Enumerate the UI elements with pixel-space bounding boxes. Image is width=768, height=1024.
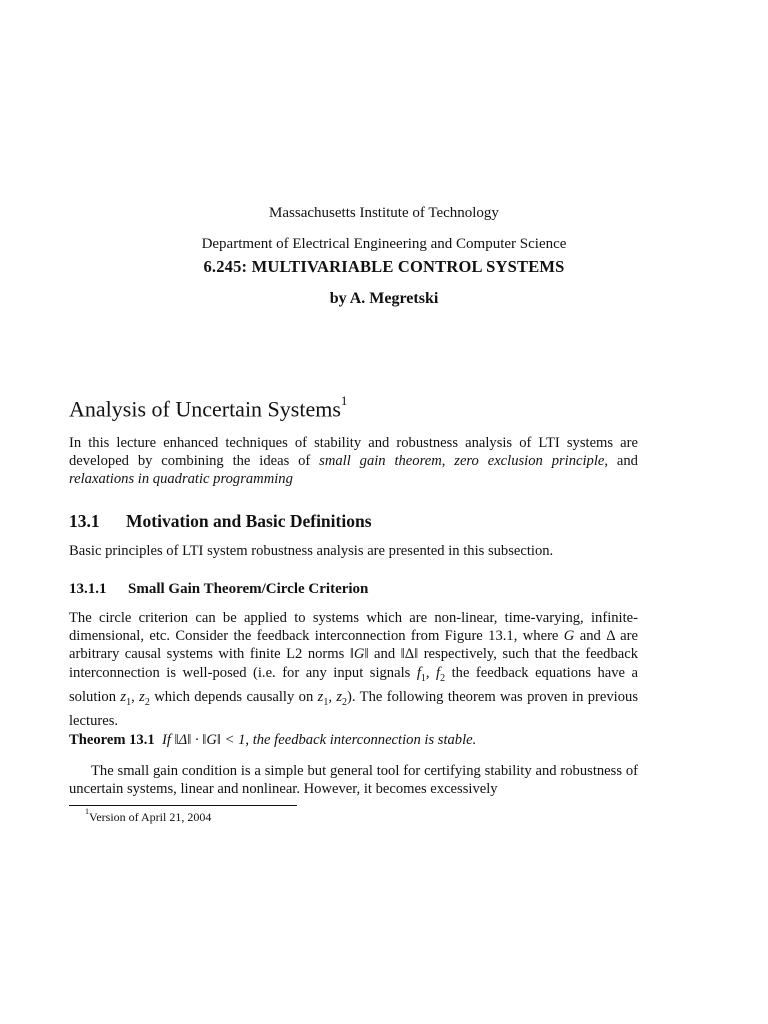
intro-term-zero-exclusion: zero exclusion principle <box>454 453 605 470</box>
circ-text-3: are arbitrary causal systems with finite L2 norms <box>69 628 639 663</box>
symbol-z2: z <box>139 688 145 705</box>
sub-z2: 2 <box>144 696 150 708</box>
sub-f2: 2 <box>440 672 446 684</box>
theorem-label: Theorem 13.1 <box>69 732 155 748</box>
norm-delta: ‖Δ‖ <box>400 646 419 663</box>
circ-comma-2: , <box>131 688 140 705</box>
lecture-title <box>69 393 348 422</box>
institution-name: Massachusetts Institute of Technology <box>269 205 499 221</box>
circ-text-1: The circle criterion can be applied to systems which are non-linear, time-varying, infinite-dimensional, etc. Consider the feedback interconnection from Figure 13.1, where <box>69 610 638 645</box>
intro-term-relaxations: relaxations in quadratic programming <box>69 471 293 488</box>
intro-paragraph <box>69 434 638 489</box>
subsection-heading <box>69 581 368 598</box>
sub-z1b: 1 <box>323 696 329 708</box>
sub-f1: 1 <box>420 672 426 684</box>
department-name: Department of Electrical Engineering and Computer Science <box>201 236 567 252</box>
subsection-number: 13.1.1 <box>69 581 107 597</box>
circ-comma-3: , <box>328 688 337 705</box>
section-number: 13.1 <box>69 511 100 531</box>
footnote-mark: 1 <box>85 807 89 816</box>
lecture-title-text: Analysis of Uncertain Systems <box>69 396 341 422</box>
symbol-z2b: z <box>336 688 343 705</box>
small-gain-paragraph: The small gain condition is a simple but general tool for certifying stability and robustness of uncertain systems, linear and nonlinear. However, it becomes excessively <box>69 763 638 798</box>
intro-text-1: In this lecture enhanced techniques of stability and robustness analysis of LTI systems are developed by combining the ideas of <box>69 435 638 470</box>
section-body: Basic principles of LTI system robustness analysis are presented in this subsection. <box>69 543 554 559</box>
footnote-text: Version of April 21, 2004 <box>89 810 212 824</box>
circ-text-2: and <box>574 628 607 645</box>
subsection-title: Small Gain Theorem/Circle Criterion <box>128 581 369 597</box>
intro-sep-1: , <box>441 453 455 470</box>
circle-criterion-paragraph <box>69 609 638 730</box>
norm-G: ‖G‖ <box>349 646 369 663</box>
title-footnote-mark: 1 <box>340 393 348 408</box>
footnote-rule <box>69 805 297 806</box>
section-title: Motivation and Basic Definitions <box>126 511 372 531</box>
circ-text-6: the feedback equations have a solution <box>69 664 639 705</box>
intro-term-small-gain: small gain theorem <box>319 453 442 470</box>
footnote <box>85 809 211 825</box>
circ-text-7: which depends causally on <box>149 688 318 705</box>
theorem-13-1 <box>69 731 638 749</box>
circ-text-4: and <box>368 646 401 663</box>
circ-text-5: respectively, such that the feedback interconnection is well-posed (i.e. for any input signals <box>69 646 638 681</box>
symbol-f1: f <box>416 664 421 681</box>
theorem-statement: If ‖Δ‖ · ‖G‖ < 1, the feedback interconnection is stable. <box>161 732 477 748</box>
symbol-z1: z <box>120 688 127 705</box>
intro-sep-2: , and <box>604 453 638 470</box>
symbol-delta: Δ <box>606 628 615 645</box>
sub-z2b: 2 <box>342 696 348 708</box>
circ-text-8: ). The following theorem was proven in previous lectures. <box>69 688 639 729</box>
section-heading <box>69 511 372 532</box>
symbol-f2: f <box>436 664 441 681</box>
sub-z1: 1 <box>126 696 132 708</box>
author-line: by A. Megretski <box>329 290 439 307</box>
symbol-z1b: z <box>317 688 324 705</box>
symbol-G: G <box>563 628 575 645</box>
circ-comma-1: , <box>425 664 437 681</box>
course-title: 6.245: MULTIVARIABLE CONTROL SYSTEMS <box>203 257 565 276</box>
